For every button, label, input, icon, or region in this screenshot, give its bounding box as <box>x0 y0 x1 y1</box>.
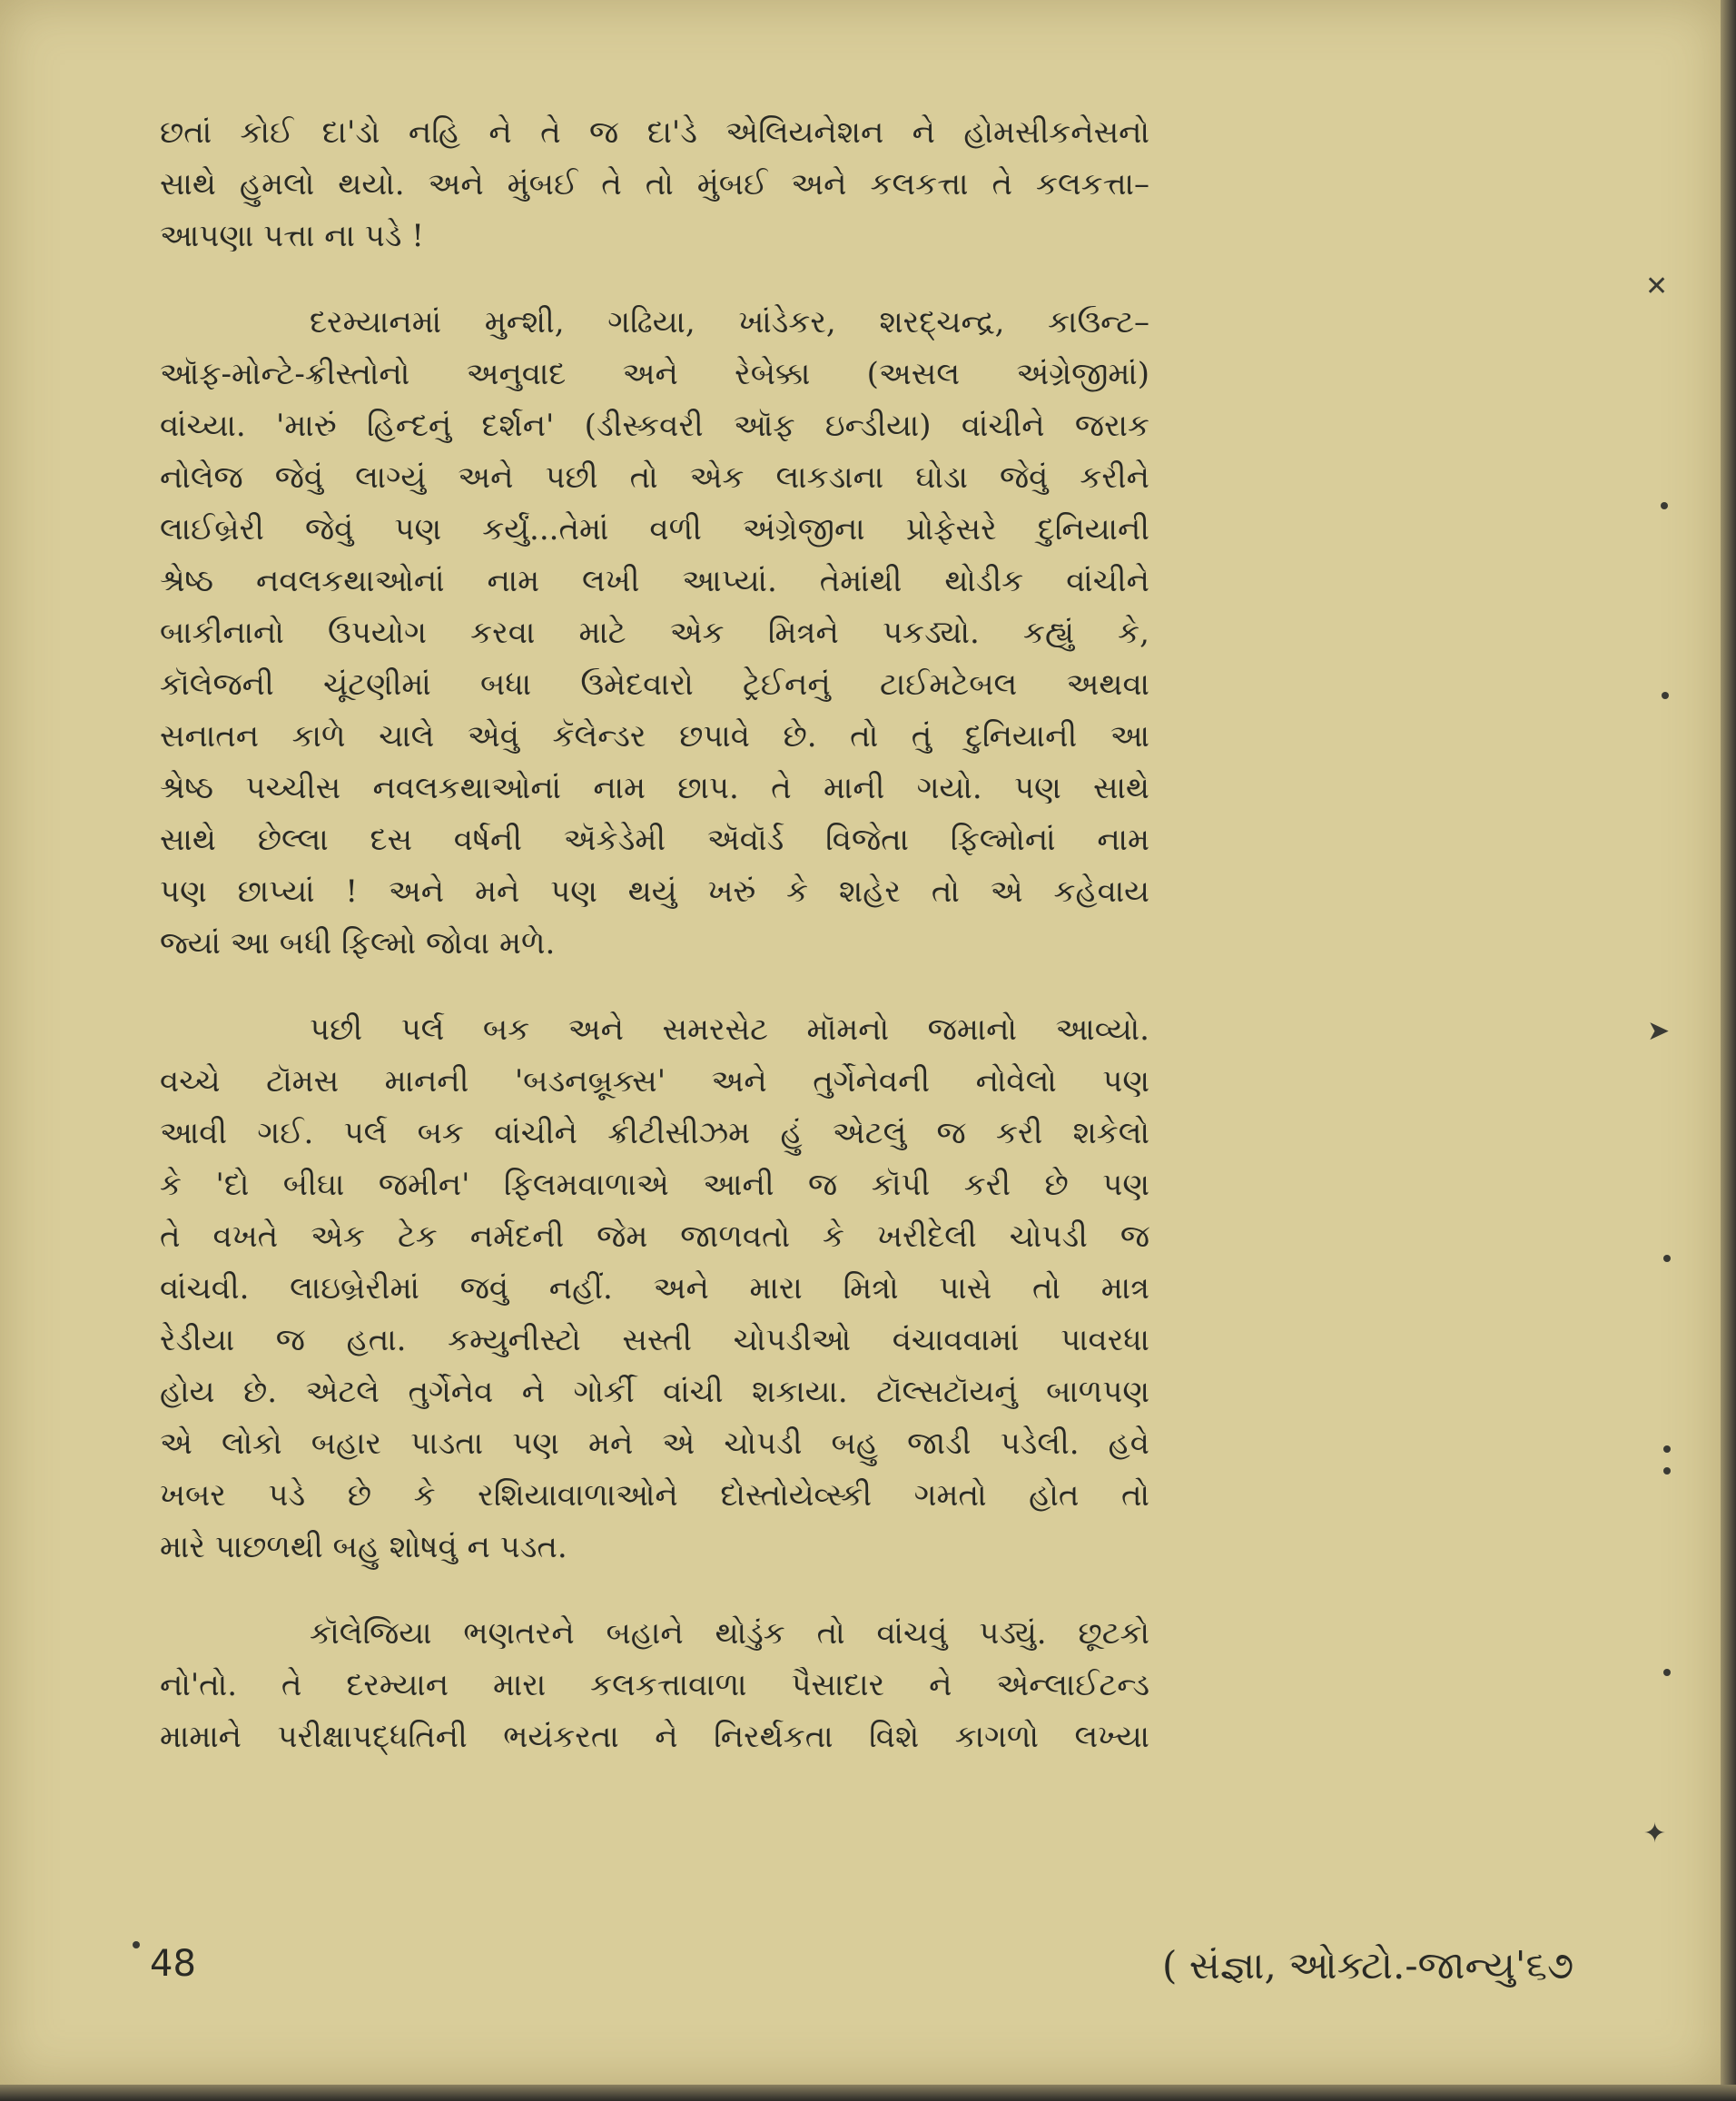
margin-dot-icon <box>1663 1255 1671 1262</box>
text-line: શ્રેષ્ઠ પચ્ચીસ નવલકથાઓનાં નામ છાપ. તે માની ગયો. પણ સાથે <box>160 770 1149 806</box>
text-line: ખબર પડે છે કે રશિયાવાળાઓને દોસ્તોયેવ્સ્કી ગમતો હોત તો <box>160 1477 1149 1514</box>
margin-mark-icon: ✕ <box>1645 271 1669 302</box>
text-line: બાકીનાનો ઉપયોગ કરવા માટે એક મિત્રને પકડ્યો. કહ્યું કે, <box>160 615 1149 651</box>
text-line: એ લોકો બહાર પાડતા પણ મને એ ચોપડી બહુ જાડી પડેલી. હવે <box>160 1425 1149 1462</box>
text-line: તે વખતે એક ટેક નર્મદની જેમ જાળવતો કે ખરીદેલી ચોપડી જ <box>160 1218 1149 1255</box>
margin-dot-icon <box>133 1941 140 1948</box>
text-line: મારે પાછળથી બહુ શોષવું ન પડત. <box>160 1529 567 1565</box>
text-line: સાથે હુમલો થયો. અને મુંબઈ તે તો મુંબઈ અને કલકત્તા તે કલકત્તા– <box>160 166 1149 202</box>
margin-mark-icon: ✦ <box>1643 1818 1667 1849</box>
text-line: કે 'દો બીઘા જમીન' ફિલમવાળાએ આની જ કૉપી કરી છે પણ <box>160 1167 1149 1203</box>
margin-dot-icon <box>1661 502 1668 509</box>
page-edge-right <box>1721 0 1736 2101</box>
page-edge-bottom <box>0 2085 1736 2101</box>
margin-dot-icon <box>1662 692 1669 699</box>
source-citation: ( સંજ્ઞા, ઓક્ટો.-જાન્યુ'૬૭ <box>1162 1943 1574 1988</box>
text-line: નોલેજ જેવું લાગ્યું અને પછી તો એક લાકડાના ઘોડા જેવું કરીને <box>160 459 1149 496</box>
body-text <box>160 107 1149 1763</box>
text-line: નો'તો. તે દરમ્યાન મારા કલકત્તાવાળા પૈસાદાર ને એન્લાઈટન્ડ <box>160 1667 1149 1703</box>
text-line: કૉલેજની ચૂંટણીમાં બધા ઉમેદવારો ટ્રેઈનનું ટાઈમટેબલ અથવા <box>160 666 1149 703</box>
text-line: આવી ગઈ. પર્લ બક વાંચીને ક્રીટીસીઝમ હું એટલું જ કરી શકેલો <box>160 1115 1149 1151</box>
margin-dot-icon <box>1663 1669 1671 1676</box>
text-line: દરમ્યાનમાં મુન્શી, ગઢિયા, ખાંડેકર, શરદ્ચન્દ્ર, કાઉન્ટ– <box>310 304 1149 340</box>
text-line: વાંચ્યા. 'મારું હિન્દનું દર્શન' (ડીસ્કવરી ઑફ ઇન્ડીયા) વાંચીને જરાક <box>160 408 1149 444</box>
text-line: સાથે છેલ્લા દસ વર્ષની ઍકેડેમી ઍવૉર્ડ વિજેતા ફિલ્મોનાં નામ <box>160 822 1149 858</box>
text-line: કૉલેજિયા ભણતરને બહાને થોડુંક તો વાંચવું પડ્યું. છૂટકો <box>310 1615 1149 1652</box>
text-line: ઑફ-મોન્ટે-ક્રીસ્તોનો અનુવાદ અને રેબેક્કા (અસલ અંગ્રેજીમાં) <box>160 356 1149 392</box>
text-line: વચ્ચે ટૉમસ માનની 'બડનબ્રૂક્સ' અને તુર્ગેનેવની નોવેલો પણ <box>160 1063 1149 1100</box>
text-line: હોય છે. એટલે તુર્ગેનેવ ને ગોર્કી વાંચી શકાયા. ટૉલ્સટૉયનું બાળપણ <box>160 1374 1149 1410</box>
margin-dot-icon <box>1663 1467 1671 1475</box>
text-line: પછી પર્લ બક અને સમરસેટ મૉમનો જમાનો આવ્યો. <box>310 1011 1149 1048</box>
text-line: જ્યાં આ બધી ફિલ્મો જોવા મળે. <box>160 925 556 962</box>
text-line: લાઈબ્રેરી જેવું પણ કર્યું...તેમાં વળી અંગ્રેજીના પ્રોફેસરે દુનિયાની <box>160 511 1149 547</box>
margin-dot-icon <box>1663 1445 1671 1453</box>
margin-mark-icon: ➤ <box>1647 1015 1671 1047</box>
text-line: શ્રેષ્ઠ નવલકથાઓનાં નામ લખી આપ્યાં. તેમાંથી થોડીક વાંચીને <box>160 563 1149 599</box>
text-line: રેડીયા જ હતા. કમ્યુનીસ્ટો સસ્તી ચોપડીઓ વંચાવવામાં પાવરધા <box>160 1322 1149 1358</box>
page-number: 48 <box>150 1943 196 1985</box>
text-line: સનાતન કાળે ચાલે એવું કૅલેન્ડર છપાવે છે. તો તું દુનિયાની આ <box>160 718 1149 755</box>
text-line: પણ છાપ્યાં ! અને મને પણ થયું ખરું કે શહેર તો એ કહેવાય <box>160 873 1149 910</box>
text-line: વાંચવી. લાઇબ્રેરીમાં જવું નહીં. અને મારા મિત્રો પાસે તો માત્ર <box>160 1270 1149 1307</box>
text-line: મામાને પરીક્ષાપદ્ધતિની ભયંકરતા ને નિરર્થકતા વિશે કાગળો લખ્યા <box>160 1719 1149 1755</box>
text-line: આપણા પત્તા ના પડે ! <box>160 218 424 254</box>
text-line: છતાં કોઈ દા'ડો નહિ ને તે જ દા'ડે એલિયનેશન ને હોમસીકનેસનો <box>160 114 1149 151</box>
